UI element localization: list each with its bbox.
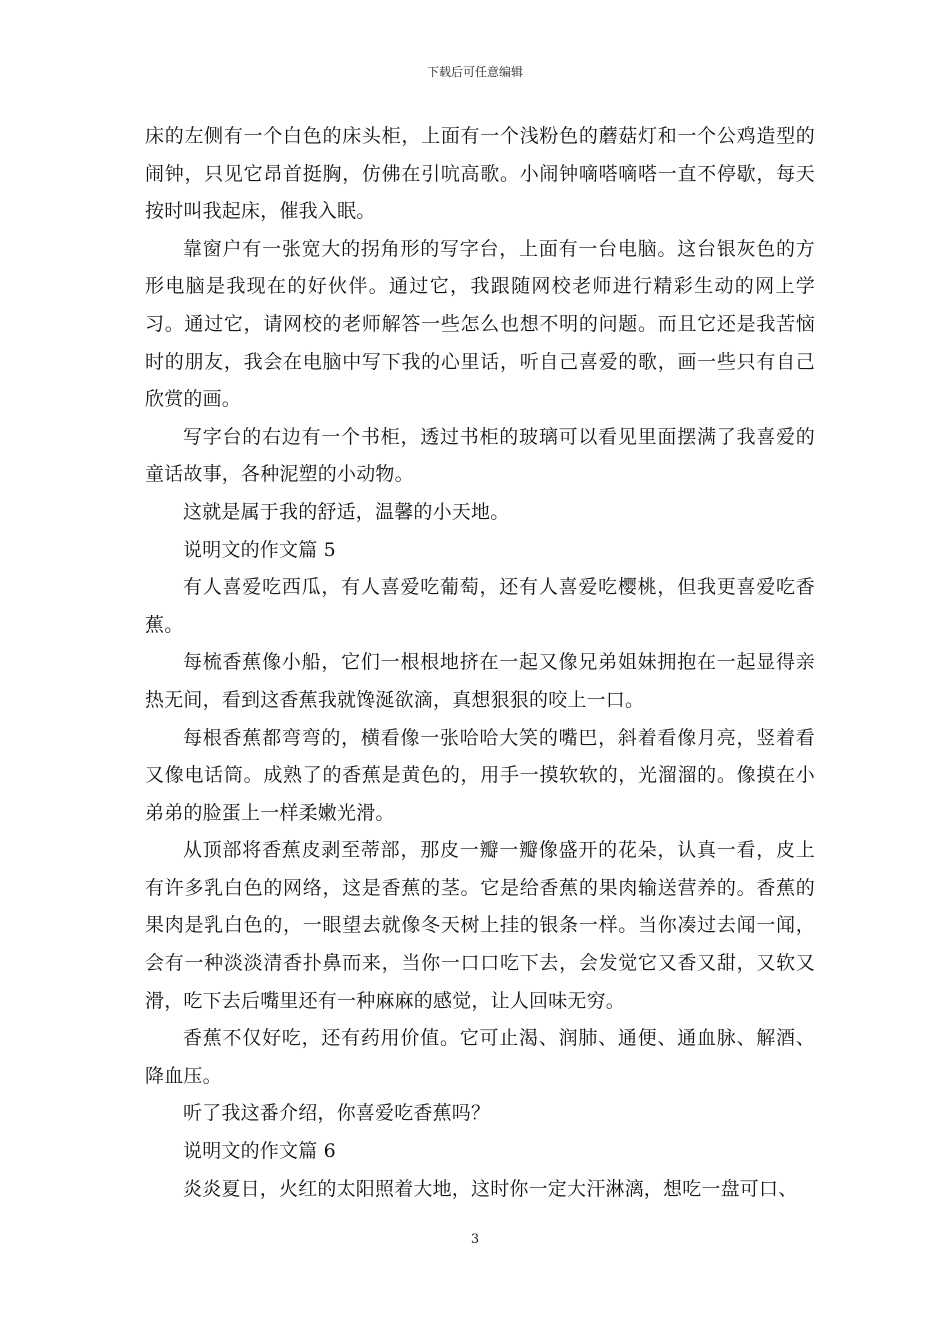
section-heading: 说明文的作文篇 6: [183, 1140, 336, 1163]
paragraph: 靠窗户有一张宽大的拐角形的写字台，上面有一台电脑。这台银灰色的方形电脑是我现在的好伙伴。通过它，我跟随网校老师进行精彩生动的网上学习。通过它，请网校的老师解答一些怎么也想不明的问题。而且它还是我苦恼时的朋友，我会在电脑中写下我的心里话，听自己喜爱的歌，画一些只有自己欣赏的画。: [145, 237, 815, 411]
paragraph: 从顶部将香蕉皮剥至蒂部，那皮一瓣一瓣像盛开的花朵，认真一看，皮上有许多乳白色的网络，这是香蕉的茎。它是给香蕉的果肉输送营养的。香蕉的果肉是乳白色的，一眼望去就像冬天树上挂的银条一样。当你凑过去闻一闻，会有一种淡淡清香扑鼻而来，当你一口口吃下去，会发觉它又香又甜，又软又滑，吃下去后嘴里还有一种麻麻的感觉，让人回味无穷。: [145, 839, 815, 1012]
section-heading: 说明文的作文篇 5: [183, 538, 336, 561]
paragraph: 香蕉不仅好吃，还有药用价值。它可止渴、润肺、通便、通血脉、解酒、降血压。: [145, 1027, 815, 1087]
page-number: 3: [470, 1232, 480, 1247]
paragraph: 床的左侧有一个白色的床头柜，上面有一个浅粉色的蘑菇灯和一个公鸡造型的闹钟，只见它昂首挺胸，仿佛在引吭高歌。小闹钟嘀嗒嘀嗒一直不停歇，每天按时叫我起床，催我入眠。: [145, 125, 815, 223]
document-body: [145, 118, 815, 1208]
paragraph: 炎炎夏日，火红的太阳照着大地，这时你一定大汗淋漓，想吃一盘可口、: [183, 1177, 798, 1200]
paragraph: 听了我这番介绍，你喜爱吃香蕉吗？: [183, 1102, 491, 1125]
page-header: 下载后可任意编辑: [426, 65, 523, 79]
paragraph: 每根香蕉都弯弯的，横看像一张哈哈大笑的嘴巴，斜着看像月亮，竖着看又像电话筒。成熟了的香蕉是黄色的，用手一摸软软的，光溜溜的。像摸在小弟弟的脸蛋上一样柔嫩光滑。: [145, 726, 815, 824]
paragraph: 每梳香蕉像小船，它们一根根地挤在一起又像兄弟姐妹拥抱在一起显得亲热无间，看到这香蕉我就馋涎欲滴，真想狠狠的咬上一口。: [145, 651, 815, 711]
paragraph: 写字台的右边有一个书柜，透过书柜的玻璃可以看见里面摆满了我喜爱的童话故事，各种泥塑的小动物。: [145, 425, 815, 486]
paragraph: 这就是属于我的舒适，温馨的小天地。: [183, 500, 510, 523]
paragraph: 有人喜爱吃西瓜，有人喜爱吃葡萄，还有人喜爱吃樱桃，但我更喜爱吃香蕉。: [145, 576, 815, 636]
